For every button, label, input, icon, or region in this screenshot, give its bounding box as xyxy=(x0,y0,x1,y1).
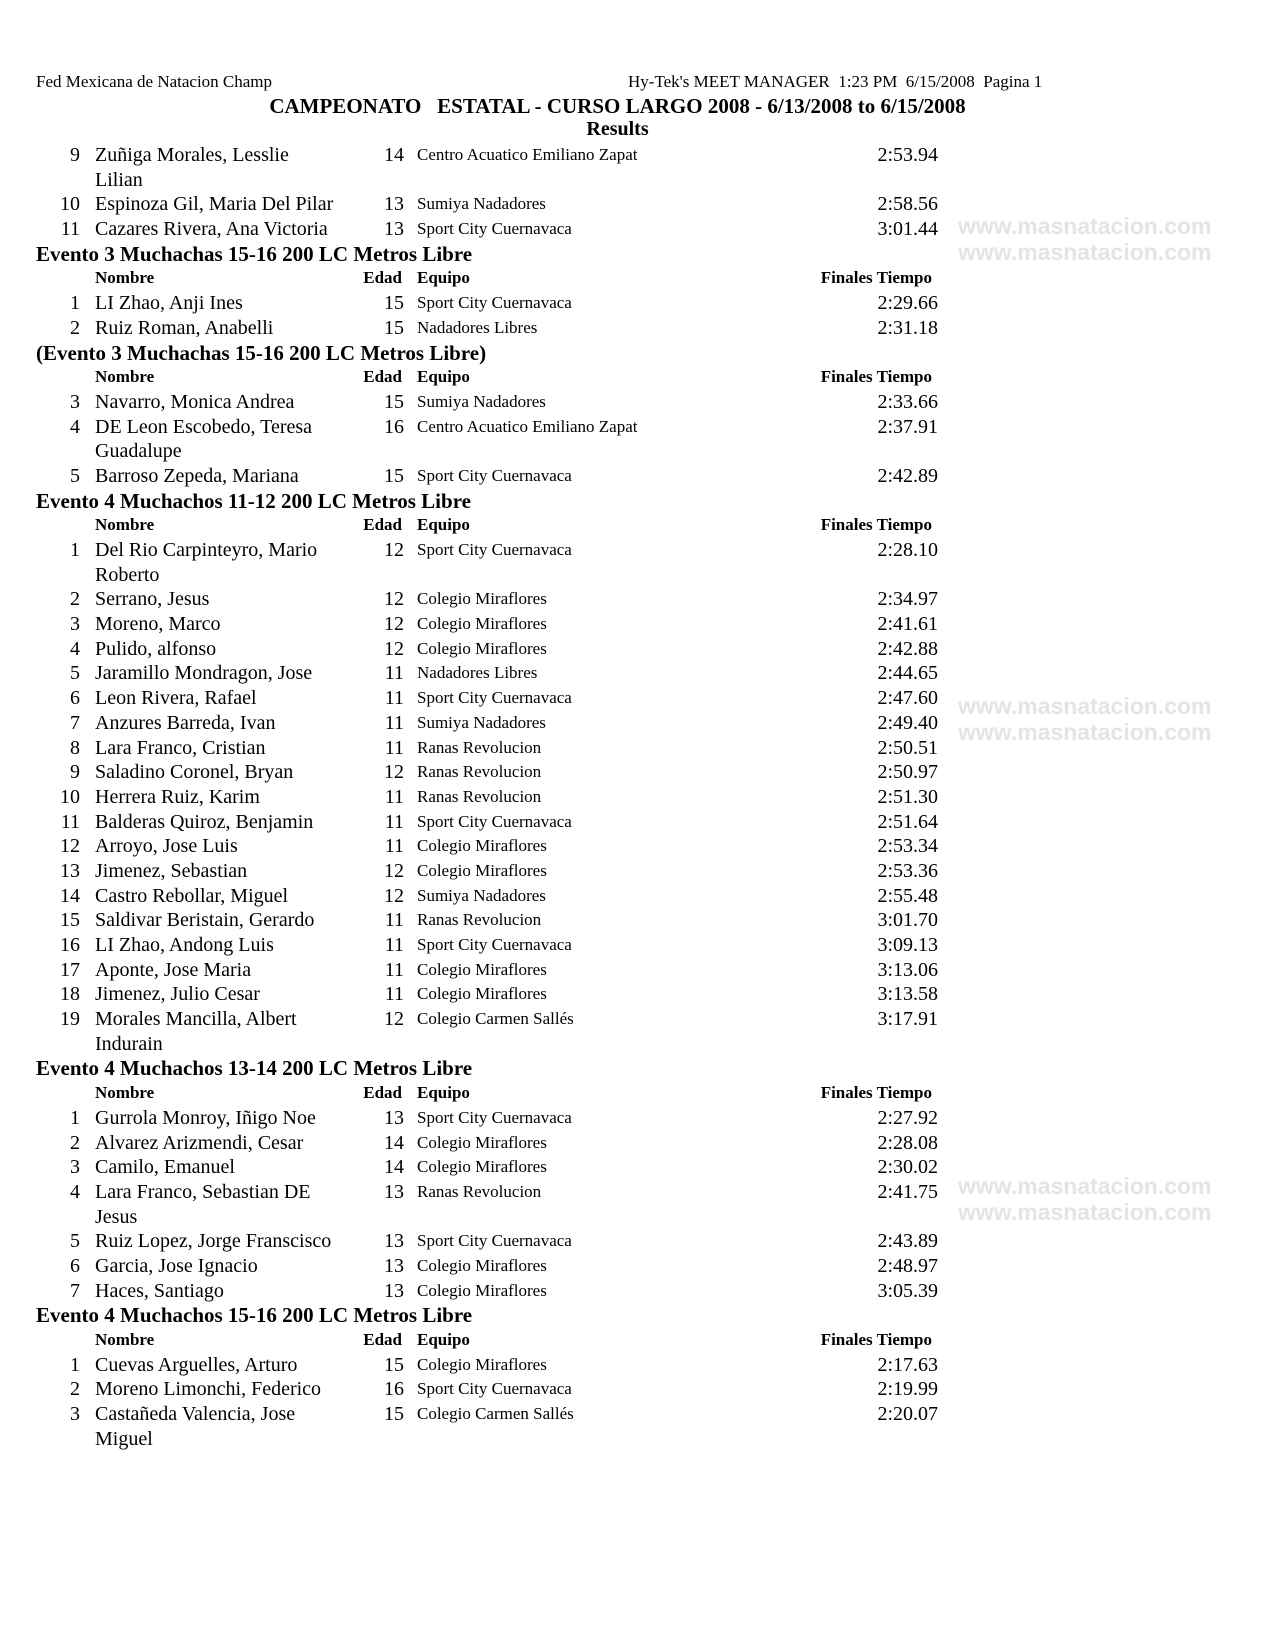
swimmer-name: Castro Rebollar, Miguel xyxy=(95,884,289,907)
final-time: 2:33.66 xyxy=(877,390,938,413)
place: 2 xyxy=(70,316,80,339)
team: Colegio Miraflores xyxy=(417,1157,547,1177)
place: 3 xyxy=(70,613,80,636)
place: 5 xyxy=(70,464,80,487)
swimmer-name-continued: Jesus xyxy=(95,1205,138,1228)
age: 12 xyxy=(384,613,404,636)
swimmer-name: Gurrola Monroy, Iñigo Noe xyxy=(95,1106,316,1129)
place: 5 xyxy=(70,662,80,685)
result-row xyxy=(0,291,1275,316)
final-time: 2:50.51 xyxy=(877,736,938,759)
software-timestamp-page: Hy-Tek's MEET MANAGER 1:23 PM 6/15/2008 Pagina 1 xyxy=(628,72,1043,91)
team: Colegio Miraflores xyxy=(417,1132,547,1152)
age: 11 xyxy=(384,711,404,734)
swimmer-name: Lara Franco, Sebastian DE xyxy=(95,1180,311,1203)
result-row xyxy=(0,217,1275,242)
age: 15 xyxy=(384,464,404,487)
result-row-continuation xyxy=(0,1427,1275,1452)
team: Centro Acuatico Emiliano Zapat xyxy=(417,416,638,436)
result-row xyxy=(0,1377,1275,1402)
column-header-row xyxy=(0,266,1275,291)
place: 10 xyxy=(60,193,80,216)
swimmer-name: Navarro, Monica Andrea xyxy=(95,390,295,413)
result-row xyxy=(0,785,1275,810)
team: Nadadores Libres xyxy=(417,317,538,337)
swimmer-name: Moreno, Marco xyxy=(95,613,221,636)
event-title: Evento 4 Muchachos 13-14 200 LC Metros Libre xyxy=(36,1056,473,1081)
event-title: Evento 3 Muchachas 15-16 200 LC Metros Libre xyxy=(36,241,473,266)
result-row xyxy=(0,661,1275,686)
final-time: 2:53.94 xyxy=(877,144,938,166)
column-header-equipo: Equipo xyxy=(417,1083,470,1103)
team: Ranas Revolucion xyxy=(417,910,542,930)
age: 16 xyxy=(384,415,404,438)
team: Colegio Miraflores xyxy=(417,1354,547,1374)
column-header-tiempo: Finales Tiempo xyxy=(820,268,932,288)
place: 16 xyxy=(60,934,80,956)
swimmer-name: Serrano, Jesus xyxy=(95,588,210,611)
swimmer-name: Haces, Santiago xyxy=(95,1279,224,1302)
results-heading: Results xyxy=(586,118,649,140)
place: 2 xyxy=(70,1131,80,1154)
watermark: www.masnatacion.com xyxy=(958,693,1212,719)
swimmer-name: Castañeda Valencia, Jose xyxy=(95,1403,296,1426)
age: 11 xyxy=(384,687,404,710)
place: 3 xyxy=(70,390,80,413)
team: Sport City Cuernavaca xyxy=(417,219,572,239)
team: Sumiya Nadadores xyxy=(417,885,546,905)
team: Sport City Cuernavaca xyxy=(417,688,572,708)
result-row-continuation xyxy=(0,1205,1275,1230)
result-row xyxy=(0,760,1275,785)
watermark: www.masnatacion.com xyxy=(958,239,1212,265)
final-time: 2:30.02 xyxy=(877,1156,938,1179)
swimmer-name: Lara Franco, Cristian xyxy=(95,736,266,759)
age: 13 xyxy=(384,1254,404,1277)
swimmer-name-continued: Miguel xyxy=(95,1427,153,1450)
age: 13 xyxy=(384,1106,404,1129)
age: 11 xyxy=(384,662,404,685)
team: Ranas Revolucion xyxy=(417,737,542,757)
result-row-continuation xyxy=(0,168,1275,193)
swimmer-name: Saladino Coronel, Bryan xyxy=(95,761,294,784)
final-time: 2:53.36 xyxy=(877,859,938,882)
age: 11 xyxy=(384,958,404,981)
age: 14 xyxy=(384,1131,404,1154)
swimmer-name: LI Zhao, Anji Ines xyxy=(95,292,243,315)
team: Colegio Carmen Sallés xyxy=(417,1009,574,1029)
age: 11 xyxy=(384,934,404,956)
team: Sumiya Nadadores xyxy=(417,712,546,732)
place: 11 xyxy=(60,810,80,833)
swimmer-name: Leon Rivera, Rafael xyxy=(95,687,257,710)
place: 1 xyxy=(70,1106,80,1129)
age: 12 xyxy=(384,884,404,907)
result-row xyxy=(0,316,1275,341)
swimmer-name-continued: Roberto xyxy=(95,563,160,586)
swimmer-name-continued: Lilian xyxy=(95,168,143,191)
result-row xyxy=(0,908,1275,933)
final-time: 2:31.18 xyxy=(877,316,938,339)
team: Colegio Miraflores xyxy=(417,959,547,979)
swimmer-name: Saldivar Beristain, Gerardo xyxy=(95,909,315,932)
final-time: 2:27.92 xyxy=(877,1106,938,1129)
final-time: 2:20.07 xyxy=(877,1403,938,1426)
team: Colegio Miraflores xyxy=(417,1255,547,1275)
team: Sport City Cuernavaca xyxy=(417,811,572,831)
column-header-row xyxy=(0,365,1275,390)
result-row xyxy=(0,143,1275,168)
place: 11 xyxy=(60,218,80,241)
team: Colegio Miraflores xyxy=(417,836,547,856)
place: 6 xyxy=(70,687,80,710)
place: 1 xyxy=(70,1353,80,1376)
place: 9 xyxy=(70,144,80,166)
age: 13 xyxy=(384,193,404,216)
place: 1 xyxy=(70,539,80,561)
final-time: 2:43.89 xyxy=(877,1230,938,1253)
place: 2 xyxy=(70,1378,80,1401)
result-row xyxy=(0,1254,1275,1279)
result-row-continuation xyxy=(0,1032,1275,1057)
age: 12 xyxy=(384,588,404,611)
swimmer-name: Arroyo, Jose Luis xyxy=(95,835,238,858)
column-header-nombre: Nombre xyxy=(95,268,155,288)
column-header-tiempo: Finales Tiempo xyxy=(820,367,932,387)
place: 4 xyxy=(70,415,80,438)
final-time: 2:48.97 xyxy=(877,1254,938,1277)
place: 6 xyxy=(70,1254,80,1277)
column-header-nombre: Nombre xyxy=(95,367,155,387)
place: 3 xyxy=(70,1403,80,1426)
swimmer-name: Cuevas Arguelles, Arturo xyxy=(95,1353,298,1376)
age: 14 xyxy=(384,144,404,166)
result-row-continuation xyxy=(0,439,1275,464)
final-time: 3:01.44 xyxy=(877,218,938,241)
place: 14 xyxy=(60,884,80,907)
column-header-edad: Edad xyxy=(363,1083,402,1103)
result-row xyxy=(0,1180,1275,1205)
final-time: 2:44.65 xyxy=(877,662,938,685)
age: 15 xyxy=(384,316,404,339)
final-time: 2:28.10 xyxy=(877,539,938,561)
final-time: 2:28.08 xyxy=(877,1131,938,1154)
place: 12 xyxy=(60,835,80,858)
age: 11 xyxy=(384,785,404,808)
place: 7 xyxy=(70,1279,80,1302)
team: Sport City Cuernavaca xyxy=(417,1231,572,1251)
swimmer-name-continued: Guadalupe xyxy=(95,440,182,463)
age: 12 xyxy=(384,637,404,660)
final-time: 2:42.88 xyxy=(877,637,938,660)
result-row xyxy=(0,958,1275,983)
final-time: 2:37.91 xyxy=(877,415,938,438)
column-header-equipo: Equipo xyxy=(417,268,470,288)
team: Colegio Miraflores xyxy=(417,860,547,880)
swimmer-name: Alvarez Arizmendi, Cesar xyxy=(95,1131,304,1154)
swimmer-name: Barroso Zepeda, Mariana xyxy=(95,464,299,487)
result-row xyxy=(0,810,1275,835)
result-row xyxy=(0,390,1275,415)
final-time: 3:09.13 xyxy=(877,934,938,956)
final-time: 2:47.60 xyxy=(877,687,938,710)
place: 17 xyxy=(60,958,80,981)
result-row xyxy=(0,1007,1275,1032)
swimmer-name: Camilo, Emanuel xyxy=(95,1156,235,1179)
final-time: 2:34.97 xyxy=(877,588,938,611)
result-row xyxy=(0,538,1275,563)
event-title: Evento 4 Muchachos 11-12 200 LC Metros Libre xyxy=(36,488,471,513)
place: 5 xyxy=(70,1230,80,1253)
swimmer-name: Garcia, Jose Ignacio xyxy=(95,1254,258,1277)
team: Centro Acuatico Emiliano Zapat xyxy=(417,145,638,164)
final-time: 3:05.39 xyxy=(877,1279,938,1302)
final-time: 2:53.34 xyxy=(877,835,938,858)
final-time: 2:50.97 xyxy=(877,761,938,784)
swimmer-name: Jimenez, Julio Cesar xyxy=(95,983,260,1006)
team: Nadadores Libres xyxy=(417,663,538,683)
meet-name: Fed Mexicana de Natacion Champ xyxy=(36,72,273,91)
team: Sport City Cuernavaca xyxy=(417,1107,572,1127)
age: 15 xyxy=(384,292,404,315)
event-title: Evento 4 Muchachos 15-16 200 LC Metros Libre xyxy=(36,1303,473,1328)
place: 3 xyxy=(70,1156,80,1179)
event-title: (Evento 3 Muchachas 15-16 200 LC Metros Libre) xyxy=(36,340,487,365)
column-header-nombre: Nombre xyxy=(95,515,155,535)
swimmer-name: LI Zhao, Andong Luis xyxy=(95,934,274,956)
swimmer-name: Morales Mancilla, Albert xyxy=(95,1008,297,1031)
swimmer-name: Balderas Quiroz, Benjamin xyxy=(95,810,314,833)
result-row xyxy=(0,415,1275,440)
swimmer-name: Aponte, Jose Maria xyxy=(95,958,252,981)
swimmer-name: Herrera Ruiz, Karim xyxy=(95,785,260,808)
column-header-edad: Edad xyxy=(363,268,402,288)
result-row-continuation xyxy=(0,563,1275,588)
age: 11 xyxy=(384,835,404,858)
team: Sumiya Nadadores xyxy=(417,194,546,214)
final-time: 3:17.91 xyxy=(877,1008,938,1031)
place: 9 xyxy=(70,761,80,784)
place: 13 xyxy=(60,859,80,882)
final-time: 3:13.06 xyxy=(877,958,938,981)
place: 19 xyxy=(60,1008,80,1031)
column-header-equipo: Equipo xyxy=(417,1330,470,1349)
result-row xyxy=(0,637,1275,662)
age: 16 xyxy=(384,1378,404,1401)
age: 11 xyxy=(384,909,404,932)
result-row xyxy=(0,1353,1275,1378)
column-header-equipo: Equipo xyxy=(417,515,470,535)
final-time: 2:58.56 xyxy=(877,193,938,216)
team: Colegio Miraflores xyxy=(417,984,547,1004)
team: Sport City Cuernavaca xyxy=(417,465,572,485)
age: 15 xyxy=(384,1403,404,1426)
age: 14 xyxy=(384,1156,404,1179)
swimmer-name: Del Rio Carpinteyro, Mario xyxy=(95,539,318,561)
age: 15 xyxy=(384,390,404,413)
final-time: 2:51.64 xyxy=(877,810,938,833)
watermark: www.masnatacion.com xyxy=(958,213,1212,239)
place: 10 xyxy=(60,785,80,808)
team: Sport City Cuernavaca xyxy=(417,540,572,559)
final-time: 3:13.58 xyxy=(877,983,938,1006)
watermark: www.masnatacion.com xyxy=(958,1199,1212,1225)
result-row xyxy=(0,464,1275,489)
results-body xyxy=(0,143,1275,1451)
swimmer-name: Jaramillo Mondragon, Jose xyxy=(95,662,313,685)
final-time: 2:42.89 xyxy=(877,464,938,487)
watermark: www.masnatacion.com xyxy=(958,1173,1212,1199)
age: 11 xyxy=(384,736,404,759)
column-header-edad: Edad xyxy=(363,515,402,535)
place: 2 xyxy=(70,588,80,611)
team: Colegio Carmen Sallés xyxy=(417,1404,574,1424)
result-row xyxy=(0,1402,1275,1427)
result-row xyxy=(0,612,1275,637)
team: Colegio Miraflores xyxy=(417,614,547,634)
final-time: 2:49.40 xyxy=(877,711,938,734)
column-header-nombre: Nombre xyxy=(95,1083,155,1103)
result-row xyxy=(0,933,1275,958)
age: 12 xyxy=(384,1008,404,1031)
result-row xyxy=(0,884,1275,909)
final-time: 2:41.75 xyxy=(877,1180,938,1203)
age: 13 xyxy=(384,1230,404,1253)
swimmer-name: Espinoza Gil, Maria Del Pilar xyxy=(95,193,334,216)
team: Colegio Miraflores xyxy=(417,638,547,658)
swimmer-name: Moreno Limonchi, Federico xyxy=(95,1378,322,1401)
result-row xyxy=(0,1106,1275,1131)
result-row xyxy=(0,736,1275,761)
swimmer-name: Jimenez, Sebastian xyxy=(95,859,248,882)
final-time: 2:29.66 xyxy=(877,292,938,315)
result-row xyxy=(0,1131,1275,1156)
team: Colegio Miraflores xyxy=(417,1280,547,1300)
place: 15 xyxy=(60,909,80,932)
age: 11 xyxy=(384,983,404,1006)
swimmer-name: Cazares Rivera, Ana Victoria xyxy=(95,218,328,241)
final-time: 2:51.30 xyxy=(877,785,938,808)
age: 13 xyxy=(384,218,404,241)
swimmer-name: Ruiz Roman, Anabelli xyxy=(95,316,274,339)
swimmer-name: Anzures Barreda, Ivan xyxy=(95,711,276,734)
column-header-tiempo: Finales Tiempo xyxy=(820,515,932,535)
swimmer-name-continued: Indurain xyxy=(95,1032,163,1055)
result-row xyxy=(0,982,1275,1007)
final-time: 3:01.70 xyxy=(877,909,938,932)
column-header-nombre: Nombre xyxy=(95,1330,155,1349)
final-time: 2:19.99 xyxy=(877,1378,938,1401)
result-row xyxy=(0,1229,1275,1254)
age: 12 xyxy=(384,761,404,784)
team: Ranas Revolucion xyxy=(417,762,542,782)
column-header-edad: Edad xyxy=(363,367,402,387)
place: 8 xyxy=(70,736,80,759)
age: 12 xyxy=(384,539,404,561)
place: 4 xyxy=(70,637,80,660)
final-time: 2:55.48 xyxy=(877,884,938,907)
team: Sumiya Nadadores xyxy=(417,391,546,411)
swimmer-name: Zuñiga Morales, Lesslie xyxy=(95,144,289,166)
result-row xyxy=(0,192,1275,217)
age: 12 xyxy=(384,859,404,882)
result-row xyxy=(0,587,1275,612)
team: Sport City Cuernavaca xyxy=(417,293,572,313)
final-time: 2:41.61 xyxy=(877,613,938,636)
column-header-row xyxy=(0,1081,1275,1106)
place: 1 xyxy=(70,292,80,315)
team: Sport City Cuernavaca xyxy=(417,1379,572,1399)
result-row xyxy=(0,834,1275,859)
column-header-equipo: Equipo xyxy=(417,367,470,387)
swimmer-name: Pulido, alfonso xyxy=(95,637,217,660)
final-time: 2:17.63 xyxy=(877,1353,938,1376)
age: 15 xyxy=(384,1353,404,1376)
age: 13 xyxy=(384,1279,404,1302)
age: 11 xyxy=(384,810,404,833)
watermark: www.masnatacion.com xyxy=(958,719,1212,745)
place: 18 xyxy=(60,983,80,1006)
column-header-tiempo: Finales Tiempo xyxy=(820,1083,932,1103)
result-row xyxy=(0,711,1275,736)
result-row xyxy=(0,1279,1275,1304)
column-header-tiempo: Finales Tiempo xyxy=(820,1330,932,1349)
age: 13 xyxy=(384,1180,404,1203)
column-header-row xyxy=(0,513,1275,538)
column-header-edad: Edad xyxy=(363,1330,402,1349)
team: Sport City Cuernavaca xyxy=(417,935,572,954)
place: 7 xyxy=(70,711,80,734)
team: Colegio Miraflores xyxy=(417,589,547,609)
result-row xyxy=(0,859,1275,884)
document-title: CAMPEONATO ESTATAL - CURSO LARGO 2008 - 6/13/2008 to 6/15/2008 xyxy=(269,94,966,118)
team: Ranas Revolucion xyxy=(417,786,542,806)
result-row xyxy=(0,1155,1275,1180)
swimmer-name: DE Leon Escobedo, Teresa xyxy=(95,415,313,438)
swimmer-name: Ruiz Lopez, Jorge Franscisco xyxy=(95,1230,332,1253)
place: 4 xyxy=(70,1180,80,1203)
column-header-row xyxy=(0,1328,1275,1353)
team: Ranas Revolucion xyxy=(417,1181,542,1201)
result-row xyxy=(0,686,1275,711)
